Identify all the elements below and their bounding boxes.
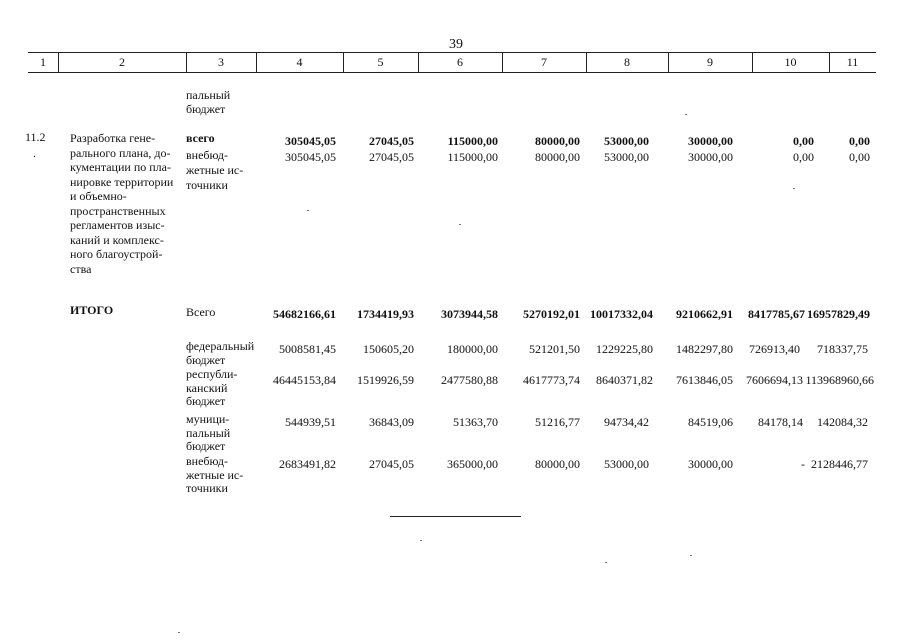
- funding-value: 84178,14: [758, 415, 803, 429]
- header-cell: 11: [846, 55, 859, 69]
- row-number-dot: .: [33, 146, 36, 160]
- header-cell: 6: [457, 55, 463, 69]
- source-value: 0,00: [793, 150, 814, 164]
- funding-value: 7606694,13: [746, 373, 803, 387]
- funding-value: 180000,00: [447, 342, 498, 356]
- funding-value: 27045,05: [369, 457, 414, 471]
- activity-name: Разработка гене- рального плана, до- кументации по пла- нировке территории и объемно- пространственных регламентов изыс- каний и комплекс- ного благоустрой- ства: [70, 131, 174, 276]
- header-cell: 9: [707, 55, 713, 69]
- funding-source-label: муници- пальный бюджет: [186, 412, 231, 453]
- header-cell: 8: [624, 55, 630, 69]
- row-number: 11.2: [25, 130, 46, 144]
- scan-speck: [685, 114, 687, 115]
- funding-value: 46445153,84: [273, 373, 336, 387]
- scan-speck: [459, 224, 461, 225]
- itogo-total-value: 54682166,61: [273, 307, 336, 321]
- itogo-total-value: 9210662,91: [676, 307, 733, 321]
- funding-value: 51363,70: [453, 415, 498, 429]
- itogo-total-value: 1734419,93: [357, 307, 414, 321]
- funding-value: 8640371,82: [596, 373, 653, 387]
- header-top-line: [28, 52, 876, 53]
- funding-source-label: внебюд- жетные ис- точники: [186, 454, 244, 495]
- itogo-label: ИТОГО: [70, 303, 114, 317]
- funding-value: 142084,32: [817, 415, 868, 429]
- scan-speck: [690, 555, 692, 556]
- scan-speck: [307, 210, 309, 211]
- header-cell: 1: [40, 55, 46, 69]
- itogo-total-label: Всего: [186, 305, 216, 319]
- header-bottom-line: [28, 72, 876, 73]
- header-cell: 4: [296, 55, 303, 69]
- header-cell: 10: [784, 55, 797, 69]
- page-number: 39: [449, 37, 463, 52]
- total-value: 0,00: [793, 134, 814, 148]
- header-cell: 5: [377, 55, 384, 69]
- source-value: 0,00: [849, 150, 870, 164]
- total-value: 305045,05: [285, 134, 336, 148]
- funding-value: 365000,00: [447, 457, 498, 471]
- itogo-total-value: 5270192,01: [523, 307, 580, 321]
- funding-value: 718337,75: [817, 342, 868, 356]
- source-value: 53000,00: [604, 150, 649, 164]
- funding-value: 53000,00: [604, 457, 649, 471]
- funding-value: 51216,77: [535, 415, 580, 429]
- itogo-total-value: 10017332,04: [590, 307, 653, 321]
- total-value: 80000,00: [535, 134, 580, 148]
- funding-value: 1229225,80: [596, 342, 653, 356]
- source-value: 27045,05: [369, 150, 414, 164]
- funding-value: 94734,42: [604, 415, 649, 429]
- source-label: внебюд- жетные ис- точники: [186, 148, 244, 192]
- scan-speck: [605, 562, 607, 563]
- funding-value: 84519,06: [688, 415, 733, 429]
- continued-source-label: пальный бюджет: [186, 88, 231, 116]
- funding-value: 113968960,66: [805, 373, 874, 387]
- total-value: 53000,00: [604, 134, 649, 148]
- funding-value: 726913,40: [749, 342, 800, 356]
- header-cell: 7: [541, 55, 547, 69]
- funding-value: -: [801, 457, 805, 471]
- funding-source-label: федеральный бюджет: [186, 339, 255, 367]
- funding-value: 5008581,45: [279, 342, 336, 356]
- header-cell: 3: [218, 55, 224, 69]
- scan-speck: [793, 188, 795, 189]
- funding-value: 36843,09: [369, 415, 414, 429]
- scan-speck: [420, 540, 422, 541]
- itogo-total-value: 3073944,58: [441, 307, 498, 321]
- itogo-total-value: 8417785,67: [748, 307, 805, 321]
- total-value: 0,00: [849, 134, 870, 148]
- funding-value: 2477580,88: [441, 373, 498, 387]
- source-value: 80000,00: [535, 150, 580, 164]
- scan-speck: [178, 632, 180, 633]
- funding-value: 4617773,74: [523, 373, 580, 387]
- total-value: 30000,00: [688, 134, 733, 148]
- funding-value: 1519926,59: [357, 373, 414, 387]
- funding-value: 544939,51: [285, 415, 336, 429]
- funding-value: 80000,00: [535, 457, 580, 471]
- total-value: 115000,00: [447, 134, 498, 148]
- funding-value: 150605,20: [363, 342, 414, 356]
- funding-source-label: республи- канский бюджет: [186, 367, 238, 408]
- funding-value: 521201,50: [529, 342, 580, 356]
- itogo-total-value: 16957829,49: [807, 307, 870, 321]
- source-value: 305045,05: [285, 150, 336, 164]
- source-value: 115000,00: [447, 150, 498, 164]
- funding-value: 2128446,77: [811, 457, 868, 471]
- end-separator-line: [390, 516, 521, 517]
- total-value: 27045,05: [369, 134, 414, 148]
- source-value: 30000,00: [688, 150, 733, 164]
- total-label: всего: [186, 131, 215, 145]
- funding-value: 30000,00: [688, 457, 733, 471]
- funding-value: 2683491,82: [279, 457, 336, 471]
- funding-value: 7613846,05: [676, 373, 733, 387]
- funding-value: 1482297,80: [676, 342, 733, 356]
- header-cell: 2: [119, 55, 125, 69]
